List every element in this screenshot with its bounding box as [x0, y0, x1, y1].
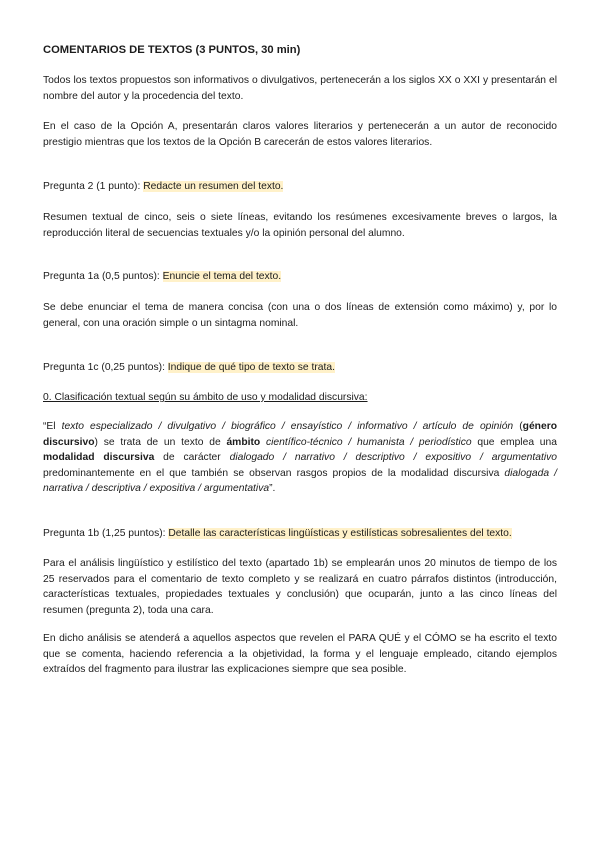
- question-1c-heading: [43, 360, 557, 376]
- template-open: “El: [43, 421, 62, 432]
- template-mid-1: ) se trata de un texto de: [94, 436, 227, 448]
- question-1c-label: Pregunta 1c (0,25 puntos):: [43, 362, 168, 373]
- template-close: ”.: [269, 483, 276, 495]
- genre-label: género discursivo: [43, 421, 557, 448]
- classification-heading: 0. Clasificación textual según su ámbito de uso y modalidad discursiva:: [43, 392, 368, 403]
- classification-template-paragraph: [43, 419, 557, 497]
- question-2-heading: [43, 179, 557, 195]
- question-1c-task: Indique de qué tipo de texto se trata.: [167, 362, 335, 373]
- modalidad-secondary-options: dialogada / narrativa / descriptiva / expositiva / argumentativa: [43, 467, 557, 495]
- question-1b-body-1: Para el análisis lingüístico y estilístico del texto (apartado 1b) se emplearán unos 20 minutos de tiempo de los 25 reservados para el comentario de texto completo y se realizará en cuatro párrafos distintos (introducción, características textuales, propiedades textuales y conclusión) que ocuparán, junto a las cinco líneas del resumen (pregunta 2), toda una cara.: [43, 558, 557, 616]
- document-title: COMENTARIOS DE TEXTOS (3 PUNTOS, 30 min): [43, 44, 301, 56]
- question-2-task: Redacte un resumen del texto.: [143, 181, 284, 192]
- question-1a-body: Se debe enunciar el tema de manera concisa (con una o dos líneas de extensión como máximo) y, por lo general, con una oración simple o un sintagma nominal.: [43, 302, 557, 329]
- question-1b-label: Pregunta 1b (1,25 puntos):: [43, 528, 169, 539]
- genre-options: texto especializado / divulgativo / biográfico / ensayístico / informativo / artículo de opinión: [61, 421, 514, 432]
- template-mid-4: predominantemente en el que también se observan rasgos propios de la modalidad discursiva: [43, 467, 505, 479]
- question-2-label: Pregunta 2 (1 punto):: [43, 181, 144, 192]
- ambito-label: ámbito: [226, 436, 261, 448]
- ambito-options: científico-técnico / humanista / periodístico: [260, 436, 472, 448]
- question-1b-heading: [43, 526, 557, 542]
- question-1b-task: Detalle las características lingüísticas y estilísticas sobresalientes del texto.: [168, 528, 512, 539]
- intro-paragraph-2: En el caso de la Opción A, presentarán claros valores literarios y pertenecerán a un autor de reconocido prestigio mientras que los textos de la Opción B carecerán de estos valores literarios.: [43, 121, 557, 148]
- question-1a-task: Enuncie el tema del texto.: [162, 271, 282, 282]
- intro-paragraph-1: Todos los textos propuestos son informativos o divulgativos, pertenecerán a los siglos XX o XXI y presentarán el nombre del autor y la procedencia del texto.: [43, 75, 557, 102]
- question-1b-body-2: En dicho análisis se atenderá a aquellos aspectos que revelen el PARA QUÉ y el CÓMO se ha escrito el texto que se comenta, haciendo referencia a la objetividad, la forma y el lenguaje empleado, citando ejemplos extraídos del fragmento para ilustrar las explicaciones siempre que sea posible.: [43, 633, 557, 676]
- question-1a-heading: [43, 269, 557, 285]
- template-mid-2: que emplea una: [471, 436, 557, 448]
- template-mid-3: de carácter: [154, 452, 230, 464]
- modalidad-options: dialogado / narrativo / descriptivo / expositivo / argumentativo: [229, 452, 558, 464]
- question-2-body: Resumen textual de cinco, seis o siete líneas, evitando los resúmenes excesivamente breves o largos, la reproducción literal de secuencias textuales y/o la opinión personal del alumno.: [43, 212, 557, 239]
- modalidad-label: modalidad discursiva: [43, 452, 155, 464]
- question-1a-label: Pregunta 1a (0,5 puntos):: [43, 271, 163, 282]
- template-paren: (: [513, 421, 523, 432]
